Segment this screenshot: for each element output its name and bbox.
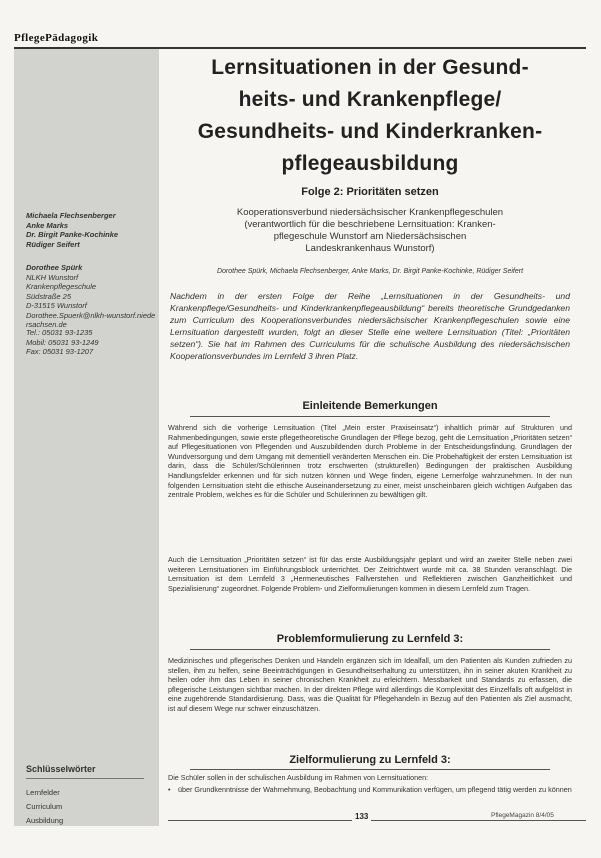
cooperation-note — [170, 207, 570, 255]
contact-email: Dorothee.Spuerk@nlkh-wunstorf.niedersachsen.de — [26, 310, 156, 329]
footer-divider — [168, 820, 586, 821]
article-subtitle: Folge 2: Prioritäten setzen — [301, 186, 439, 198]
keyword: Curriculum — [26, 802, 63, 811]
contact-line: NLKH Wunstorf — [26, 272, 79, 282]
contact-line: D-31515 Wunstorf — [26, 301, 87, 310]
section-heading: Problemformulierung zu Lernfeld 3: — [276, 633, 464, 645]
phone-block — [26, 328, 156, 357]
contact-block — [26, 263, 156, 330]
title-line: Gesundheits- und Kinderkranken- — [197, 120, 543, 143]
article-title — [160, 52, 580, 180]
contact-line: Südstraße 25 — [26, 291, 72, 301]
byline: Dorothee Spürk, Michaela Flechsenberger, Anke Marks, Dr. Birgit Panke-Kochinke, Rüdiger Seifert — [216, 268, 524, 275]
author-name: Rüdiger Seifert — [26, 239, 80, 249]
keywords-divider — [26, 778, 144, 779]
journal-issue: PflegeMagazin 8/4/05 — [488, 812, 554, 819]
list-item: • über Grundkenntnisse der Wahrnehmung, Beobachtung und Kommunikation verfügen, um pflegend tätig werden zu können — [168, 785, 572, 795]
keyword: Ausbildung — [26, 816, 64, 825]
keyword: Lernfelder — [26, 788, 60, 797]
section-divider — [190, 649, 550, 650]
keywords-list — [26, 786, 63, 828]
contact-line: Krankenpflegeschule — [26, 282, 97, 291]
phone-line: Fax: 05031 93-1207 — [26, 347, 94, 356]
phone-line: Mobil: 05031 93-1249 — [26, 337, 99, 347]
author-name: Anke Marks — [26, 220, 69, 230]
journal-section-label: PflegePädagogik — [14, 32, 99, 44]
keywords-title: Schlüsselwörter — [26, 764, 96, 774]
author-list — [26, 211, 156, 249]
author-name: Michaela Flechsenberger — [26, 211, 116, 220]
phone-line: Tel.: 05031 93-1235 — [26, 328, 93, 337]
body-paragraph: Die Schüler sollen in der schulischen Ausbildung im Rahmen von Lernsituationen: — [168, 773, 429, 782]
author-name: Dr. Birgit Panke-Kochinke — [26, 230, 119, 239]
page-number: 133 — [352, 812, 371, 821]
body-paragraph: Medizinisches und pflegerisches Denken und Handeln ergänzen sich im Idealfall, um den Patienten als Kunden zufrieden zu stellen, ihm zu helfen, seine Beeinträchtigungen in Gesundheitserhaltung zu unterstützen, ihn in seiner akuten Krankheit zu heilen oder ihm das Leben in seiner chronischen Krankheit zu erleichtern. Messbarkeit und Standards zu erfassen, die pflegerische Leistungen sichtbar machen. In der direkten Pflege wird allerdings die Komplexität des Einzelfalls oft aufgelöst in eine zugehörende Standardisierung. Dass, was die Qualität für Pflegehandeln in Bezug auf den Patienten als Ziel ausmacht, ist auf diesem Wege nur schwer einzuschätzen. — [168, 656, 572, 713]
body-paragraph: Auch die Lernsituation „Prioritäten setzen“ ist für das erste Ausbildungsjahr geplant und wird an zweiter Stelle neben zwei weiteren Lernsituationen im Einführungsblock unterrichtet. Der Zeitrichtwert wurde mit ca. 38 Stunden veranschlagt. Die Lernsituation ist dem Lernfeld 3 „Hermeneutisches Fallverstehen und Reflektieren zwischen Ganzheitlichkeit und Spezialisierung“ zugeordnet. Folgende Problem- und Zielformulierungen kommen in diesem Lernfeld zum Tragen. — [168, 555, 572, 593]
section-divider — [190, 416, 550, 417]
section-heading: Zielformulierung zu Lernfeld 3: — [289, 754, 451, 766]
cooperation-line: Kooperationsverbund niedersächsischer Krankenpflegeschulen — [236, 207, 504, 218]
cooperation-line: pflegeschule Wunstorf am Niedersächsischen — [273, 231, 467, 242]
cooperation-line: Landeskrankenhaus Wunstorf) — [305, 243, 435, 254]
goal-list — [168, 785, 572, 795]
section-divider — [190, 769, 550, 770]
section-heading: Einleitende Bemerkungen — [302, 400, 438, 412]
intro-paragraph: Nachdem in der ersten Folge der Reihe „Lernsituationen in der Gesundheits- und Krankenpflege/Gesundheits- und Kinderkrankenpflegeausbildung“ bereits theoretische Grundgedanken zum Curriculum des Kooperationsverbundes niedersächsischer Krankenpflegeschulen sowie eine Lernsituation dargestellt wurden, folgt an dieser Stelle eine weitere Lernsituation (Titel: „Prioritäten setzen“). Sie hat im Rahmen des Curriculums für die schulische Ausbildung des niedersächsischen Kooperationsverbundes im Lernfeld 3 ihren Platz. — [170, 291, 570, 361]
contact-name: Dorothee Spürk — [26, 263, 83, 272]
sidebar — [14, 49, 159, 826]
title-line: heits- und Krankenpflege/ — [238, 88, 502, 111]
cooperation-line: (verantwortlich für die beschriebene Lernsituation: Kranken- — [244, 219, 496, 230]
title-line: pflegeausbildung — [281, 152, 459, 175]
title-line: Lernsituationen in der Gesund- — [211, 56, 529, 79]
body-paragraph: Während sich die vorherige Lernsituation (Titel „Mein erster Praxiseinsatz“) inhaltlich primär auf Strukturen und Rahmenbedingungen, sowie erste pflegetheoretische Grundlagen der Pflege bezog, geht die Lernsituation „Prioritäten setzen“ auf Pflegesituationen von Pflegenden und Auszubildenden durch Probleme in der Entscheidungsfindung. Grundlagen der Wundversorgung und dem Umgang mit dementiell veränderten Menschen ein. Die Probehaftigkeit der ersten Lernsituation ist darin, dass die Schüler/Schülerinnen trotz erschwerten (strukturellen) Bedingungen der praktischen Ausbildung Handlungsfelder erkennen und für sich nutzen können und Wege finden, eigene Lernerfolge wahrzunehmen. In der nun folgenden Lernsituation steht die ethische Auseinandersetzung zu einer, meist unscheinbaren gleich wichtigen Aufgaben das zentrale Problem, welches es für die Schüler und Schülerinnen zu bewältigen gilt. — [168, 423, 572, 500]
